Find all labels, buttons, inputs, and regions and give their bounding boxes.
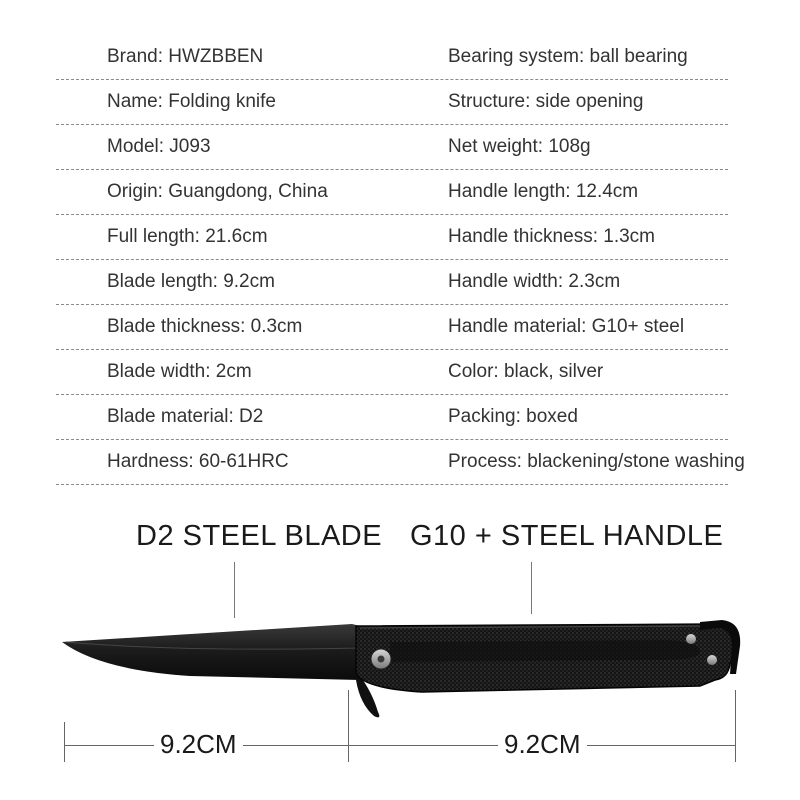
spec-process: Process: blackening/stone washing (448, 451, 745, 472)
spec-handle-material: Handle material: G10+ steel (448, 316, 685, 337)
spec-packing: Packing: boxed (448, 406, 578, 427)
spec-row (56, 395, 728, 440)
blade-heading: D2 STEEL BLADE (136, 520, 383, 552)
spec-name: Name: Folding knife (107, 91, 276, 112)
spec-handle-length: Handle length: 12.4cm (448, 181, 639, 202)
blade-pointer-line (234, 562, 235, 618)
spec-structure: Structure: side opening (448, 91, 644, 112)
spec-blade-width: Blade width: 2cm (107, 361, 252, 382)
spec-row (56, 215, 728, 260)
spec-row (56, 260, 728, 305)
spec-row (56, 350, 728, 395)
blade-dimension-label: 9.2CM (154, 728, 243, 760)
spec-blade-material: Blade material: D2 (107, 406, 264, 427)
spec-row (56, 125, 728, 170)
spec-bearing-system: Bearing system: ball bearing (448, 46, 688, 67)
handle-screw (686, 634, 696, 644)
spec-row (56, 305, 728, 350)
spec-hardness: Hardness: 60-61HRC (107, 451, 289, 472)
spec-model: Model: J093 (107, 136, 211, 157)
blade-shape (62, 624, 360, 680)
spec-origin: Origin: Guangdong, China (107, 181, 328, 202)
spec-blade-length: Blade length: 9.2cm (107, 271, 275, 292)
spec-brand: Brand: HWZBBEN (107, 46, 264, 67)
spec-handle-thickness: Handle thickness: 1.3cm (448, 226, 655, 247)
handle-screw (707, 655, 717, 665)
spec-row (56, 80, 728, 125)
spec-blade-thickness: Blade thickness: 0.3cm (107, 316, 303, 337)
spec-row (56, 170, 728, 215)
dim-tick-middle (348, 690, 349, 762)
handle-channel (390, 640, 700, 662)
spec-row (56, 440, 745, 485)
handle-pointer-line (531, 562, 532, 614)
dim-tick-right (735, 690, 736, 762)
knife-illustration (60, 612, 750, 722)
spec-row (56, 35, 728, 80)
spec-table (56, 35, 745, 485)
spec-net-weight: Net weight: 108g (448, 136, 591, 157)
spec-handle-width: Handle width: 2.3cm (448, 271, 621, 292)
spec-full-length: Full length: 21.6cm (107, 226, 268, 247)
handle-heading: G10 + STEEL HANDLE (410, 520, 724, 552)
dim-tick-left (64, 722, 65, 762)
handle-dimension-label: 9.2CM (498, 728, 587, 760)
spec-color: Color: black, silver (448, 361, 604, 382)
